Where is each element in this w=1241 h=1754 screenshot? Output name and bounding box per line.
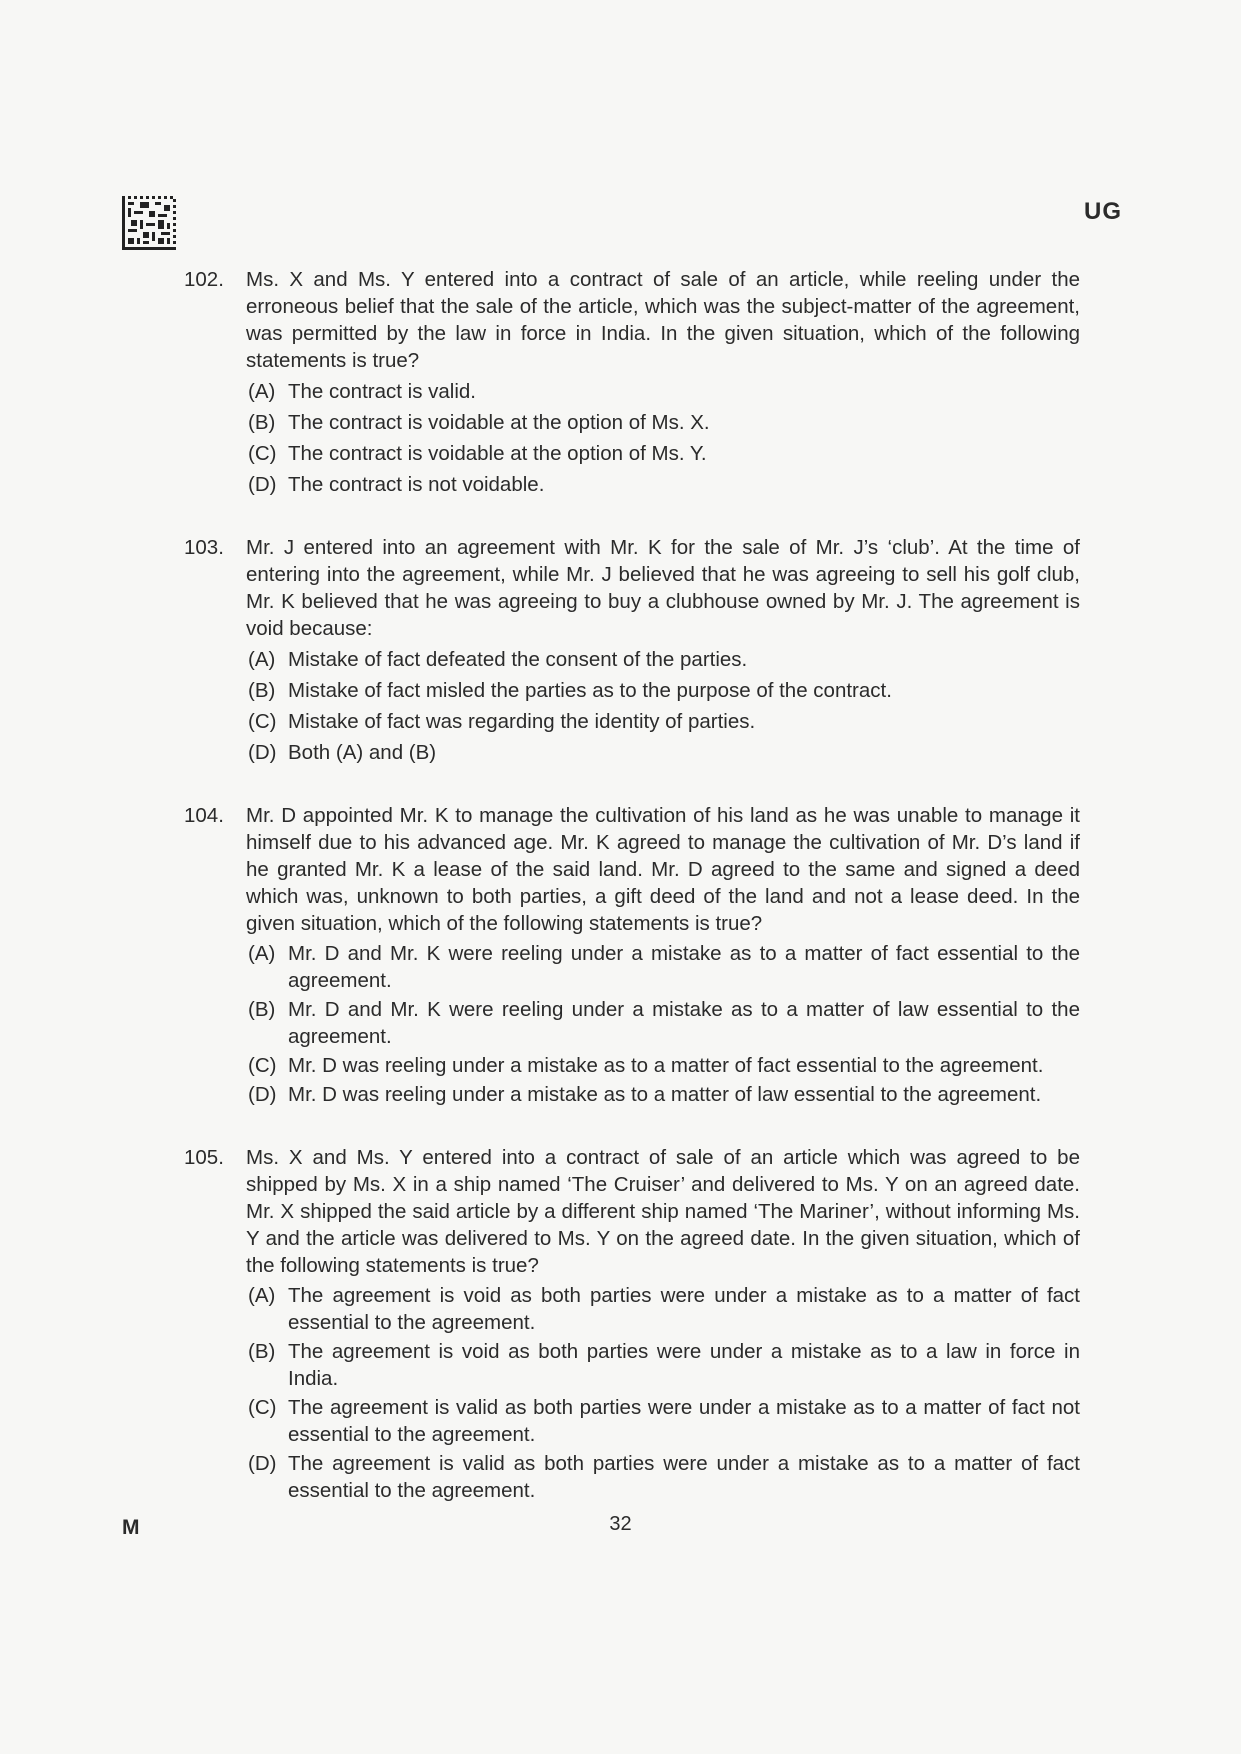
question-number: 103. — [184, 536, 224, 559]
option-c — [246, 1394, 1080, 1448]
question-103 — [180, 534, 1080, 766]
option-text: The contract is not voidable. — [288, 473, 545, 496]
option-text: Mistake of fact was regarding the identity of parties. — [288, 710, 756, 733]
option-list — [246, 940, 1080, 1108]
option-label: (B) — [248, 1340, 276, 1363]
question-text: Ms. X and Ms. Y entered into a contract of sale of an article, while reeling under the erroneous belief that the sale of the article, which was the subject-matter of the agreement, was permitted by the law in force in India. In the given situation, which of the following statements is true? — [246, 268, 1080, 372]
option-b — [246, 1338, 1080, 1392]
option-list — [246, 646, 1080, 766]
option-d — [246, 1081, 1080, 1108]
option-c — [246, 1052, 1080, 1079]
option-label: (D) — [248, 1083, 277, 1106]
option-text: Mistake of fact defeated the consent of the parties. — [288, 648, 748, 671]
option-a — [246, 646, 1080, 673]
option-text: The agreement is valid as both parties were under a mistake as to a matter of fact not essential to the agreement. — [288, 1396, 1080, 1446]
option-label: (D) — [248, 741, 277, 764]
option-label: (B) — [248, 411, 276, 434]
option-text: Mistake of fact misled the parties as to the purpose of the contract. — [288, 679, 892, 702]
option-text: The contract is voidable at the option of Ms. Y. — [288, 442, 707, 465]
option-b — [246, 677, 1080, 704]
option-label: (C) — [248, 710, 277, 733]
question-104 — [180, 802, 1080, 1108]
option-text: Mr. D and Mr. K were reeling under a mistake as to a matter of fact essential to the agreement. — [288, 942, 1080, 992]
option-list — [246, 378, 1080, 498]
question-text: Mr. J entered into an agreement with Mr. K for the sale of Mr. J’s ‘club’. At the time of entering into the agreement, while Mr. J believed that he was agreeing to sell his golf club, Mr. K believed that he was agreeing to buy a clubhouse owned by Mr. J. The agreement is void because: — [246, 536, 1080, 640]
option-label: (A) — [248, 942, 276, 965]
option-label: (D) — [248, 473, 277, 496]
option-a — [246, 378, 1080, 405]
option-label: (A) — [248, 1284, 276, 1307]
option-b — [246, 409, 1080, 436]
option-label: (B) — [248, 998, 276, 1021]
option-label: (C) — [248, 442, 277, 465]
question-number: 102. — [184, 268, 224, 291]
option-list — [246, 1282, 1080, 1504]
option-label: (A) — [248, 380, 276, 403]
option-text: Mr. D and Mr. K were reeling under a mistake as to a matter of law essential to the agreement. — [288, 998, 1080, 1048]
option-label: (D) — [248, 1452, 277, 1475]
option-label: (C) — [248, 1396, 277, 1419]
option-b — [246, 996, 1080, 1050]
datamatrix-code — [122, 196, 176, 250]
paper-code: UG — [1084, 198, 1122, 225]
option-d — [246, 739, 1080, 766]
option-text: Both (A) and (B) — [288, 741, 437, 764]
option-text: The agreement is void as both parties were under a mistake as to a law in force in India. — [288, 1340, 1080, 1390]
question-number: 104. — [184, 804, 224, 827]
option-text: The agreement is void as both parties were under a mistake as to a matter of fact essential to the agreement. — [288, 1284, 1080, 1334]
question-105 — [180, 1144, 1080, 1504]
series-code: M — [122, 1516, 140, 1539]
option-label: (B) — [248, 679, 276, 702]
question-text: Ms. X and Ms. Y entered into a contract of sale of an article which was agreed to be shipped by Ms. X in a ship named ‘The Cruiser’ and delivered to Ms. Y on an agreed date. Mr. X shipped the said article by a different ship named ‘The Mariner’, without informing Ms. Y and the article was delivered to Ms. Y on the agreed date. In the given situation, which of the following statements is true? — [246, 1146, 1080, 1277]
question-number: 105. — [184, 1146, 224, 1169]
option-text: Mr. D was reeling under a mistake as to a matter of fact essential to the agreement. — [288, 1054, 1044, 1077]
option-label: (C) — [248, 1054, 277, 1077]
option-text: The contract is voidable at the option of Ms. X. — [288, 411, 710, 434]
option-text: The contract is valid. — [288, 380, 476, 403]
option-text: Mr. D was reeling under a mistake as to a matter of law essential to the agreement. — [288, 1083, 1042, 1106]
option-d — [246, 1450, 1080, 1504]
option-a — [246, 940, 1080, 994]
question-text: Mr. D appointed Mr. K to manage the cultivation of his land as he was unable to manage it himself due to his advanced age. Mr. K agreed to manage the cultivation of Mr. D’s land if he granted Mr. K a lease of the said land. Mr. D agreed to the same and signed a deed which was, unknown to both parties, a gift deed of the land and not a lease deed. In the given situation, which of the following statements is true? — [246, 804, 1080, 935]
question-102 — [180, 266, 1080, 498]
page-number: 32 — [609, 1513, 632, 1535]
option-d — [246, 471, 1080, 498]
option-c — [246, 440, 1080, 467]
question-list — [180, 266, 1080, 1540]
option-c — [246, 708, 1080, 735]
option-text: The agreement is valid as both parties were under a mistake as to a matter of fact essential to the agreement. — [288, 1452, 1080, 1502]
option-label: (A) — [248, 648, 276, 671]
option-a — [246, 1282, 1080, 1336]
